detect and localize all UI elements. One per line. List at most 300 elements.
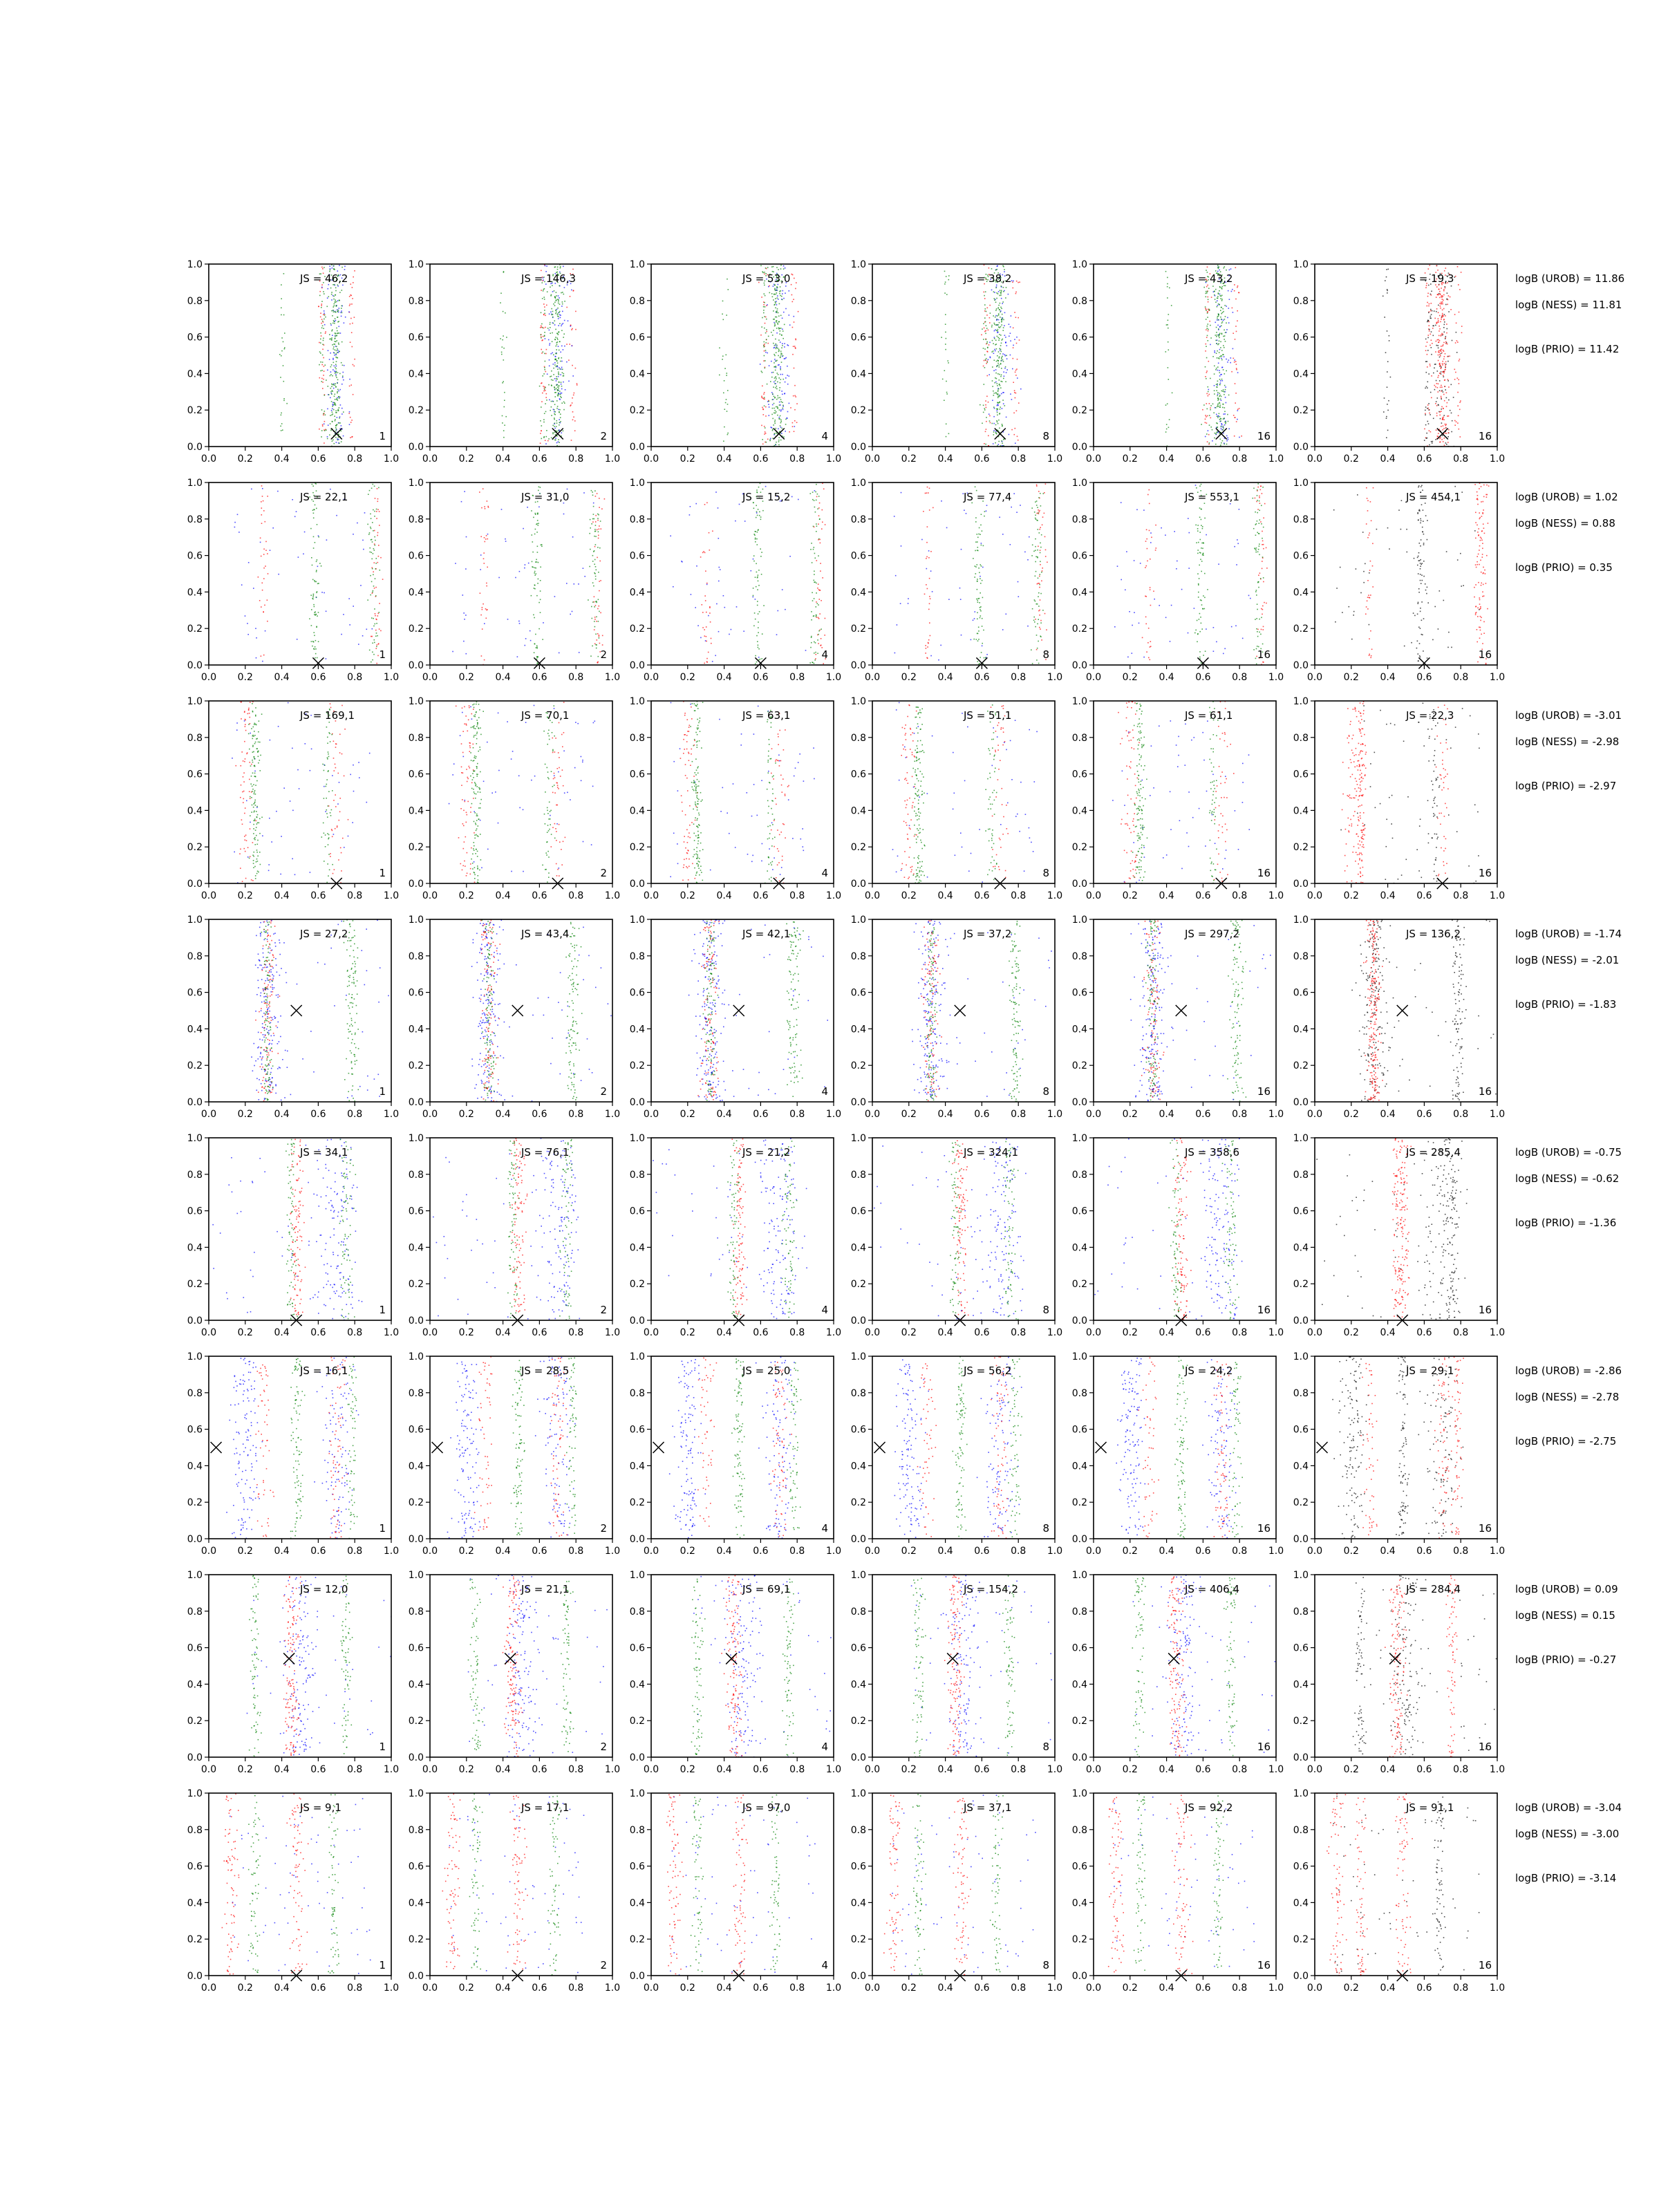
data-point <box>1448 432 1450 433</box>
data-point <box>341 290 343 291</box>
data-point <box>1005 297 1006 299</box>
data-point <box>1460 436 1461 438</box>
data-point <box>592 561 594 562</box>
data-point <box>528 563 529 564</box>
data-point <box>310 872 311 873</box>
data-point <box>1482 512 1483 514</box>
data-point <box>247 713 249 715</box>
data-point <box>503 335 504 337</box>
data-point <box>1038 546 1039 547</box>
data-point <box>775 298 776 299</box>
data-point <box>1208 301 1209 303</box>
data-point <box>984 310 986 312</box>
data-point <box>593 503 594 504</box>
data-point <box>1430 366 1431 367</box>
data-point <box>554 418 555 419</box>
axes-frame <box>430 482 612 665</box>
data-point <box>1159 605 1160 606</box>
data-point <box>375 578 376 579</box>
data-point <box>1438 352 1440 353</box>
data-point <box>591 606 592 608</box>
data-point <box>945 314 946 315</box>
data-point <box>1199 651 1201 653</box>
data-point <box>299 788 300 789</box>
data-point <box>551 401 552 402</box>
data-point <box>320 362 321 363</box>
data-point <box>1477 662 1479 663</box>
data-point <box>978 639 980 640</box>
data-point <box>292 499 293 500</box>
data-point <box>558 439 559 440</box>
data-point <box>1482 592 1483 593</box>
data-point <box>753 559 754 560</box>
data-point <box>599 635 600 636</box>
data-point <box>597 633 599 635</box>
data-point <box>1005 337 1006 338</box>
data-point <box>1000 290 1001 291</box>
data-point <box>534 568 536 569</box>
data-point <box>261 556 262 557</box>
data-point <box>776 428 777 429</box>
data-point <box>562 372 563 373</box>
data-point <box>1208 309 1209 310</box>
data-point <box>758 529 759 531</box>
data-point <box>1214 291 1215 292</box>
data-point <box>1215 335 1217 336</box>
data-point <box>1219 384 1221 386</box>
data-point <box>1452 420 1453 422</box>
data-point <box>758 647 759 648</box>
data-point <box>817 639 818 641</box>
data-point <box>782 355 784 357</box>
data-point <box>765 368 766 369</box>
data-point <box>323 338 324 339</box>
data-point <box>485 508 486 509</box>
data-point <box>1383 411 1385 413</box>
data-point <box>559 442 560 443</box>
data-point <box>1224 444 1225 445</box>
js-label: JS = 19,3 <box>1405 272 1454 285</box>
data-point <box>1253 649 1255 650</box>
x-tick-label: 1.0 <box>826 672 841 683</box>
data-point <box>1208 386 1209 388</box>
data-point <box>1437 435 1438 437</box>
data-point <box>1208 434 1210 435</box>
data-point <box>375 545 376 546</box>
data-point <box>673 586 674 588</box>
data-point <box>1441 317 1443 319</box>
data-point <box>780 341 781 343</box>
data-point <box>1213 627 1215 628</box>
data-point <box>948 279 950 281</box>
data-point <box>1441 409 1442 410</box>
data-point <box>240 868 241 869</box>
data-point <box>325 317 326 318</box>
data-point <box>1000 353 1001 355</box>
data-point <box>774 355 776 357</box>
data-point <box>1149 503 1150 505</box>
data-point <box>556 342 558 344</box>
data-point <box>796 339 797 341</box>
x-tick-label: 0.6 <box>974 453 989 465</box>
data-point <box>780 366 781 368</box>
data-point <box>815 512 816 513</box>
data-point <box>1427 366 1428 368</box>
data-point <box>269 818 270 819</box>
data-point <box>263 655 265 656</box>
data-point <box>1001 298 1002 299</box>
data-point <box>597 608 599 610</box>
data-point <box>536 648 538 649</box>
data-point <box>332 413 334 415</box>
data-point <box>1035 546 1036 547</box>
data-point <box>268 864 270 865</box>
data-point <box>503 430 505 431</box>
data-point <box>348 413 350 414</box>
data-point <box>330 324 332 325</box>
data-point <box>1224 339 1225 340</box>
data-point <box>1427 602 1429 603</box>
data-point <box>551 415 552 416</box>
data-point <box>538 507 540 508</box>
data-point <box>261 514 263 516</box>
data-point <box>1430 334 1432 335</box>
data-point <box>485 541 486 543</box>
data-point <box>798 311 799 312</box>
data-point <box>997 360 999 362</box>
data-point <box>549 359 550 361</box>
data-point <box>1236 564 1237 565</box>
data-point <box>998 441 1000 442</box>
data-point <box>334 396 335 397</box>
x-tick-label: 0.2 <box>459 453 474 465</box>
data-point <box>343 379 344 381</box>
data-point <box>1035 538 1036 540</box>
data-point <box>926 648 927 649</box>
data-point <box>1479 608 1481 610</box>
data-point <box>1219 341 1220 342</box>
data-point <box>374 642 375 644</box>
data-point <box>563 402 565 403</box>
data-point <box>1020 505 1021 506</box>
data-point <box>1199 507 1201 509</box>
data-point <box>997 394 999 395</box>
data-point <box>1263 544 1264 545</box>
data-point <box>1018 581 1019 583</box>
data-point <box>1001 351 1002 353</box>
data-point <box>781 296 782 297</box>
data-point <box>559 391 561 392</box>
data-point <box>1420 657 1421 658</box>
data-point <box>1222 391 1224 392</box>
data-point <box>1461 272 1462 273</box>
data-point <box>814 500 815 501</box>
data-point <box>1418 603 1419 604</box>
data-point <box>563 323 564 324</box>
data-point <box>541 430 542 431</box>
data-point <box>554 428 556 429</box>
data-point <box>1429 430 1430 431</box>
data-point <box>1150 532 1152 534</box>
data-point <box>1172 393 1173 394</box>
data-point <box>333 311 335 312</box>
data-point <box>268 573 269 574</box>
data-point <box>1002 442 1003 444</box>
data-point <box>280 426 281 427</box>
data-point <box>1448 295 1450 297</box>
data-point <box>558 346 559 347</box>
data-point <box>897 624 898 626</box>
data-point <box>1434 385 1436 386</box>
data-point <box>722 355 724 357</box>
column-count-label: 16 <box>1257 430 1271 442</box>
column-count-label: 2 <box>600 430 607 442</box>
data-point <box>371 636 372 637</box>
data-point <box>777 308 778 310</box>
data-point <box>1437 270 1438 271</box>
data-point <box>1262 531 1263 532</box>
data-point <box>324 411 326 412</box>
data-point <box>782 406 784 407</box>
data-point <box>317 657 318 659</box>
data-point <box>1427 302 1428 303</box>
data-point <box>1201 662 1202 664</box>
data-point <box>592 601 594 603</box>
data-point <box>343 372 344 373</box>
data-point <box>1210 325 1211 326</box>
data-point <box>561 397 562 398</box>
data-point <box>350 341 351 343</box>
data-point <box>1480 616 1481 617</box>
data-point <box>900 603 901 604</box>
data-point <box>787 411 789 413</box>
data-point <box>1219 413 1220 415</box>
data-point <box>554 386 555 388</box>
data-point <box>1167 283 1168 285</box>
data-point <box>1217 417 1219 418</box>
data-point <box>1010 355 1011 356</box>
data-point <box>312 579 314 581</box>
data-point <box>324 312 325 314</box>
data-point <box>316 561 317 563</box>
data-point <box>1219 393 1220 394</box>
data-point <box>1433 418 1434 420</box>
data-point <box>1207 326 1208 327</box>
axes-frame <box>651 482 834 665</box>
data-point <box>1438 312 1439 313</box>
data-point <box>1212 429 1213 431</box>
data-point <box>1443 408 1444 409</box>
data-point <box>1224 407 1226 409</box>
data-point <box>1042 516 1044 518</box>
data-point <box>1220 380 1221 382</box>
data-point <box>995 350 996 352</box>
data-point <box>1259 619 1260 620</box>
data-point <box>366 802 368 803</box>
data-point <box>562 369 563 371</box>
data-point <box>549 366 550 367</box>
y-tick-label: 0.6 <box>1072 551 1087 562</box>
data-point <box>1441 335 1442 336</box>
data-point <box>1416 648 1418 649</box>
data-point <box>1006 345 1008 346</box>
data-point <box>789 324 791 326</box>
data-point <box>1037 648 1038 649</box>
data-point <box>535 513 536 514</box>
data-point <box>1257 552 1259 553</box>
x-tick-label: 0.4 <box>495 453 510 465</box>
data-point <box>1208 329 1209 330</box>
data-point <box>335 404 336 406</box>
data-point <box>313 509 315 510</box>
data-point <box>327 370 328 371</box>
data-point <box>1224 648 1226 650</box>
data-point <box>1198 592 1199 593</box>
data-point <box>566 583 568 584</box>
data-point <box>1256 501 1257 503</box>
data-point <box>782 374 783 375</box>
data-point <box>759 515 760 516</box>
data-point <box>1239 437 1240 438</box>
data-point <box>1217 300 1218 301</box>
data-point <box>1441 349 1443 350</box>
data-point <box>374 486 375 487</box>
data-point <box>1012 368 1013 370</box>
data-point <box>1032 663 1033 664</box>
data-point <box>1015 442 1016 444</box>
data-point <box>602 644 603 646</box>
data-point <box>1420 580 1421 581</box>
data-point <box>1222 321 1224 323</box>
data-point <box>284 332 285 334</box>
data-point <box>596 617 597 618</box>
data-point <box>529 630 531 632</box>
data-point <box>1225 397 1226 398</box>
data-point <box>1171 605 1172 606</box>
x-tick-label: 0.8 <box>568 672 583 683</box>
data-point <box>774 410 776 411</box>
data-point <box>1451 384 1452 386</box>
data-point <box>758 645 759 646</box>
data-point <box>332 358 334 359</box>
x-tick-label: 1.0 <box>1047 672 1062 683</box>
data-point <box>1217 319 1218 321</box>
data-point <box>1218 315 1219 317</box>
data-point <box>1262 493 1263 494</box>
data-point <box>591 490 592 491</box>
data-point <box>374 639 375 641</box>
data-point <box>547 373 548 375</box>
data-point <box>756 586 757 588</box>
data-point <box>771 361 772 362</box>
data-point <box>507 619 509 620</box>
data-point <box>709 550 711 551</box>
data-point <box>1195 485 1197 486</box>
data-point <box>1420 611 1421 612</box>
data-point <box>322 426 324 427</box>
data-point <box>776 411 777 413</box>
data-point <box>774 408 775 409</box>
data-point <box>322 362 324 363</box>
data-point <box>1206 319 1207 320</box>
data-point <box>1387 371 1388 373</box>
data-point <box>1258 587 1259 588</box>
data-point <box>1447 379 1449 380</box>
data-point <box>908 598 909 599</box>
data-point <box>776 320 778 321</box>
data-point <box>1218 363 1219 364</box>
data-point <box>593 514 594 515</box>
data-point <box>792 301 794 303</box>
data-point <box>374 550 375 551</box>
data-point <box>319 563 321 564</box>
data-point <box>820 590 821 591</box>
data-point <box>995 377 996 379</box>
data-point <box>1215 289 1217 290</box>
data-point <box>1002 339 1003 341</box>
data-point <box>789 403 790 404</box>
data-point <box>1217 415 1218 417</box>
data-point <box>997 411 998 412</box>
data-point <box>537 514 538 515</box>
data-point <box>1439 380 1441 382</box>
data-point <box>354 359 355 360</box>
data-point <box>544 353 545 355</box>
x-tick-label: 0.6 <box>974 672 989 683</box>
data-point <box>1009 336 1010 337</box>
data-point <box>1430 265 1431 266</box>
data-point <box>984 292 985 293</box>
data-point <box>337 379 339 381</box>
data-point <box>465 615 467 616</box>
data-point <box>980 615 982 617</box>
data-point <box>1222 407 1224 409</box>
data-point <box>813 526 814 527</box>
data-point <box>928 492 929 494</box>
data-point <box>978 627 980 628</box>
data-point <box>1426 285 1427 286</box>
data-point <box>239 853 241 854</box>
data-point <box>1441 385 1442 386</box>
data-point <box>570 614 571 615</box>
data-point <box>1234 284 1235 285</box>
data-point <box>926 542 928 543</box>
data-point <box>764 405 765 406</box>
data-point <box>341 384 343 385</box>
data-point <box>1427 354 1428 355</box>
data-point <box>814 641 815 643</box>
data-point <box>1001 440 1002 442</box>
data-point <box>946 424 947 425</box>
data-point <box>559 374 560 375</box>
data-point <box>339 351 340 353</box>
data-point <box>545 387 546 388</box>
data-point <box>774 345 776 346</box>
data-point <box>727 434 729 435</box>
data-point <box>921 539 923 541</box>
data-point <box>281 836 282 837</box>
data-point <box>462 594 464 596</box>
data-point <box>785 419 787 420</box>
data-point <box>777 408 778 409</box>
data-point <box>776 290 778 291</box>
data-point <box>1226 306 1227 307</box>
data-point <box>773 424 774 426</box>
data-point <box>961 549 962 550</box>
data-point <box>1423 543 1425 544</box>
data-point <box>766 442 767 443</box>
data-point <box>977 601 979 603</box>
